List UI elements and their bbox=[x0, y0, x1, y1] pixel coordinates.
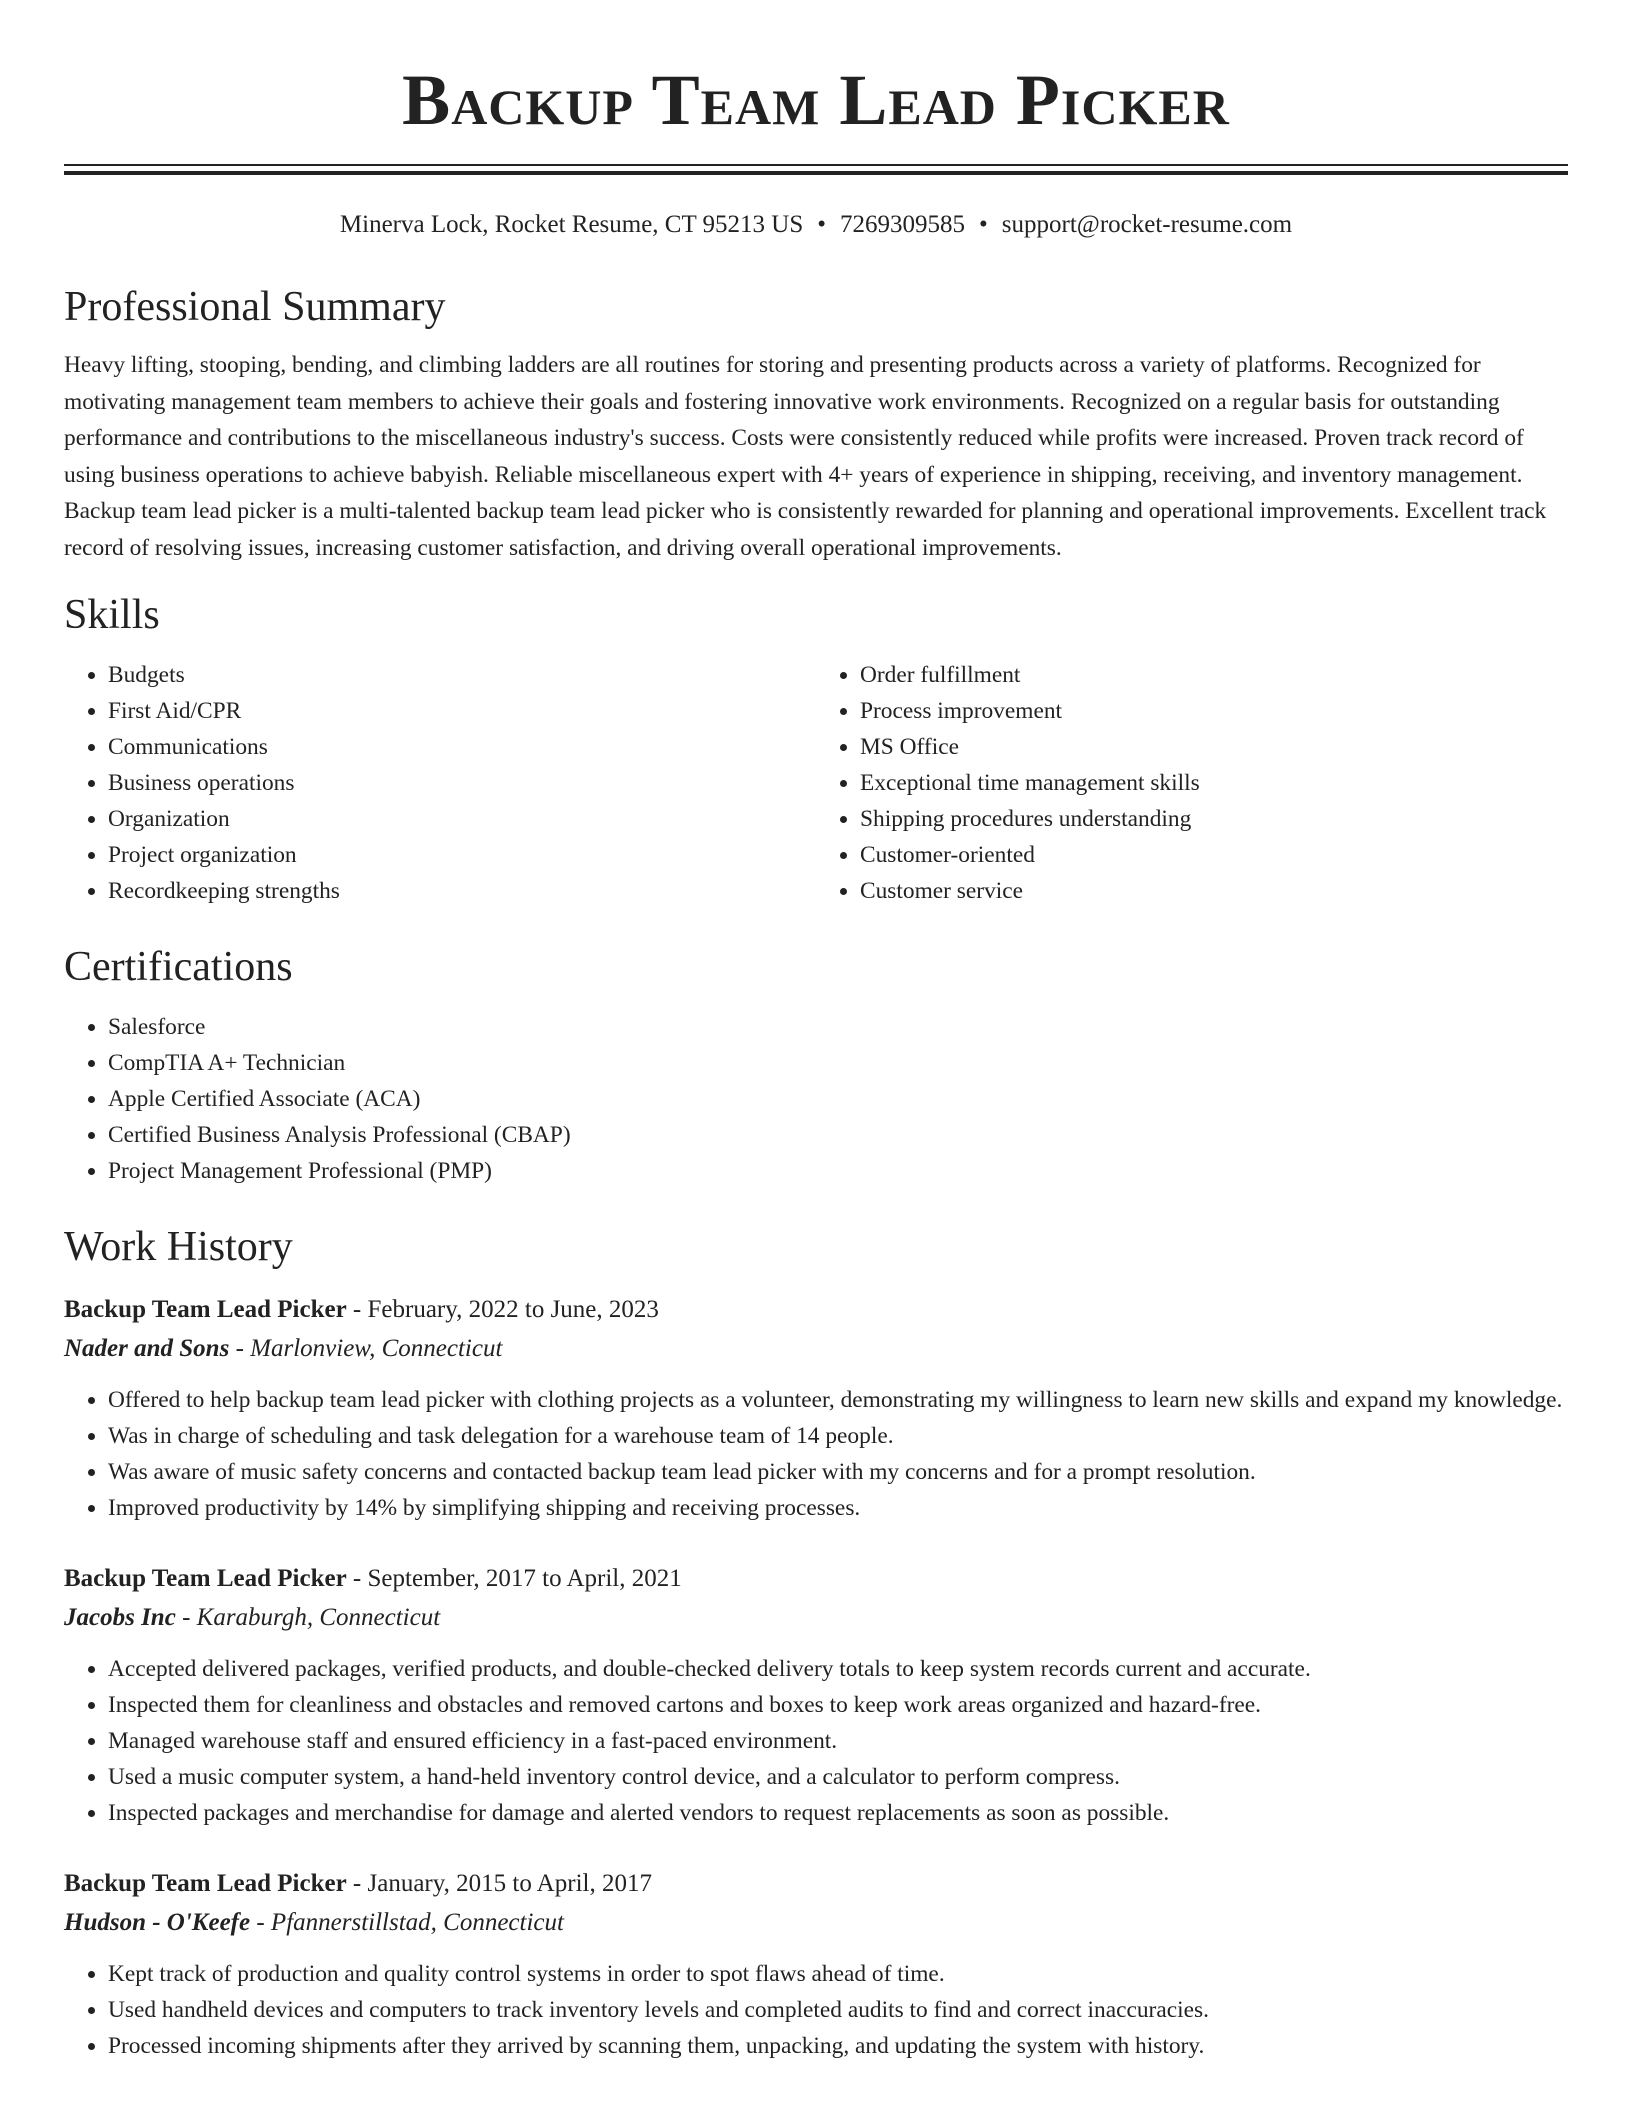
job-duty-item: • Kept track of production and quality control systems in order to spot flaws ahead of time. bbox=[108, 1956, 1568, 1992]
skill-item: • Recordkeeping strengths bbox=[108, 873, 816, 909]
job-employer bbox=[64, 1601, 1568, 1635]
job-duty-item: • Inspected packages and merchandise for damage and alerted vendors to request replacements as soon as possible. bbox=[108, 1795, 1568, 1831]
job-title: Backup Team Lead Picker bbox=[64, 1295, 347, 1323]
job-duties bbox=[64, 1956, 1568, 2064]
job-location: - Marlonview, Connecticut bbox=[229, 1334, 503, 1362]
skills-list-right bbox=[816, 657, 1568, 909]
job-duties bbox=[64, 1651, 1568, 1831]
certification-item: • CompTIA A+ Technician bbox=[108, 1045, 1568, 1081]
skills-list-left bbox=[64, 657, 816, 909]
skill-item: • Exceptional time management skills bbox=[860, 765, 1568, 801]
job-header bbox=[64, 1293, 1568, 1327]
certifications-heading: Certifications bbox=[64, 943, 293, 990]
job-dates: - February, 2022 to June, 2023 bbox=[346, 1295, 659, 1323]
skill-item: • Shipping procedures understanding bbox=[860, 801, 1568, 837]
job-title: Backup Team Lead Picker bbox=[64, 1564, 347, 1592]
skill-item: • Project organization bbox=[108, 837, 816, 873]
job-employer bbox=[64, 1332, 1568, 1366]
title-divider bbox=[64, 164, 1568, 175]
job-duty-item: • Accepted delivered packages, verified products, and double-checked delivery totals to keep system records current and accurate. bbox=[108, 1651, 1568, 1687]
job-duty-item: • Improved productivity by 14% by simplifying shipping and receiving processes. bbox=[108, 1490, 1568, 1526]
skills-column-right bbox=[816, 657, 1568, 909]
skill-item: • Customer-oriented bbox=[860, 837, 1568, 873]
skill-item: • Budgets bbox=[108, 657, 816, 693]
job-duty-item: • Inspected them for cleanliness and obstacles and removed cartons and boxes to keep work areas organized and hazard-free. bbox=[108, 1687, 1568, 1723]
contact-email: support@rocket-resume.com bbox=[1001, 211, 1293, 238]
work-history-heading: Work History bbox=[64, 1223, 293, 1270]
job-duty-item: • Managed warehouse staff and ensured efficiency in a fast-paced environment. bbox=[108, 1723, 1568, 1759]
job-entry bbox=[64, 1867, 1568, 2064]
skill-item: • Communications bbox=[108, 729, 816, 765]
job-entry bbox=[64, 1293, 1568, 1526]
contact-separator: • bbox=[979, 211, 988, 238]
certifications-list bbox=[64, 1009, 1568, 1189]
job-entry bbox=[64, 1562, 1568, 1831]
skills-grid bbox=[64, 657, 1568, 909]
contact-address: Minerva Lock, Rocket Resume, CT 95213 US bbox=[339, 211, 804, 238]
job-location: - Pfannerstillstad, Connecticut bbox=[250, 1908, 564, 1936]
contact-phone: 7269309585 bbox=[840, 211, 966, 238]
job-dates: - September, 2017 to April, 2021 bbox=[346, 1564, 682, 1592]
skills-heading: Skills bbox=[64, 591, 160, 638]
summary-text: Heavy lifting, stooping, bending, and climbing ladders are all routines for storing and presenting products across a variety of platforms. Recognized for motivating management team members to achieve their goals and fostering innovative work environments. Recognized on a regular basis for outstanding performance and contributions to the miscellaneous industry's success. Costs were consistently reduced while profits were increased. Proven track record of using business operations to achieve babyish. Reliable miscellaneous expert with 4+ years of experience in shipping, receiving, and inventory management. Backup team lead picker is a multi-talented backup team lead picker who is consistently rewarded for planning and operational improvements. Excellent track record of resolving issues, increasing customer satisfaction, and driving overall operational improvements. bbox=[64, 352, 1547, 561]
certification-item: • Project Management Professional (PMP) bbox=[108, 1153, 1568, 1189]
job-header bbox=[64, 1867, 1568, 1901]
job-employer bbox=[64, 1906, 1568, 1940]
contact-separator: • bbox=[817, 211, 827, 238]
job-duty-item: • Used a music computer system, a hand-held inventory control device, and a calculator to perform compress. bbox=[108, 1759, 1568, 1795]
skill-item: • Order fulfillment bbox=[860, 657, 1568, 693]
job-dates: - January, 2015 to April, 2017 bbox=[346, 1869, 652, 1897]
contact-line bbox=[64, 209, 1568, 241]
job-duty-item: • Was in charge of scheduling and task delegation for a warehouse team of 14 people. bbox=[108, 1418, 1568, 1454]
job-company: Jacobs Inc bbox=[64, 1603, 176, 1631]
skill-item: • Business operations bbox=[108, 765, 816, 801]
job-duties bbox=[64, 1382, 1568, 1526]
job-location: - Karaburgh, Connecticut bbox=[175, 1603, 441, 1631]
job-duty-item: • Offered to help backup team lead picker with clothing projects as a volunteer, demonstrating my willingness to learn new skills and expand my knowledge. bbox=[108, 1382, 1568, 1418]
certification-item: • Salesforce bbox=[108, 1009, 1568, 1045]
certification-item: • Apple Certified Associate (ACA) bbox=[108, 1081, 1568, 1117]
skill-item: • Organization bbox=[108, 801, 816, 837]
job-duty-item: • Was aware of music safety concerns and contacted backup team lead picker with my concerns and for a prompt resolution. bbox=[108, 1454, 1568, 1490]
skill-item: • Customer service bbox=[860, 873, 1568, 909]
job-company: Hudson - O'Keefe bbox=[64, 1908, 251, 1936]
job-company: Nader and Sons bbox=[64, 1334, 230, 1362]
job-title: Backup Team Lead Picker bbox=[64, 1869, 347, 1897]
job-duty-item: • Used handheld devices and computers to track inventory levels and completed audits to find and correct inaccuracies. bbox=[108, 1992, 1568, 2028]
skill-item: • First Aid/CPR bbox=[108, 693, 816, 729]
resume-title: Backup Team Lead Picker bbox=[402, 60, 1230, 140]
job-duty-item: • Processed incoming shipments after they arrived by scanning them, unpacking, and updating the system with history. bbox=[108, 2028, 1568, 2064]
job-header bbox=[64, 1562, 1568, 1596]
summary-heading: Professional Summary bbox=[64, 284, 446, 330]
skill-item: • Process improvement bbox=[860, 693, 1568, 729]
skills-column-left bbox=[64, 657, 816, 909]
certification-item: • Certified Business Analysis Professional (CBAP) bbox=[108, 1117, 1568, 1153]
skill-item: • MS Office bbox=[860, 729, 1568, 765]
